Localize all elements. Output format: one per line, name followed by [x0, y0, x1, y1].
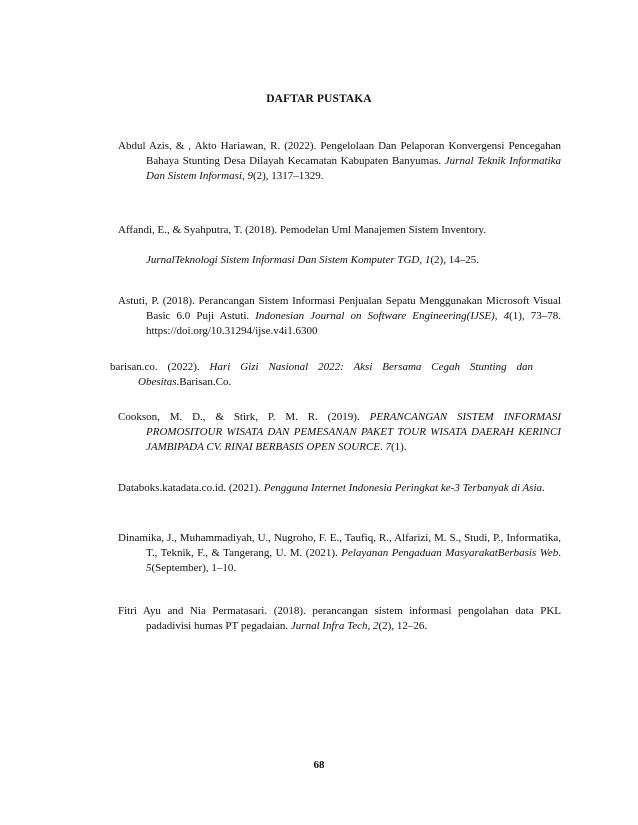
reference-journal: PERANCANGAN SISTEM INFORMASI PROMOSITOUR WISATA DAN PEMESANAN PAKET TOUR WISATA DAERAH KERINCI JAMBIPADA CV. RINAI BERBASIS OPEN SOURCE: [146, 411, 562, 453]
reference-text: Affandi, E., & Syahputra, T. (2018). Pemodelan Uml Manajemen Sistem Inventory.: [118, 224, 487, 236]
reference-volume: 2: [373, 620, 379, 632]
page-number: 68: [313, 759, 325, 771]
reference-journal: JurnalTeknologi Sistem Informasi Dan Sistem Komputer TGD: [146, 254, 420, 266]
reference-text: Fitri Ayu and Nia Permatasari. (2018). perancangan sistem informasi pengolahan data PKL padadivisi humas PT pegadaian.: [118, 605, 561, 632]
reference-abdul-azis: [118, 139, 561, 184]
reference-databoks: [118, 481, 561, 496]
reference-text: barisan.co. (2022).: [110, 361, 210, 373]
reference-separator: .: [380, 441, 386, 453]
reference-dinamika: [118, 531, 561, 576]
reference-journal: Jurnal Teknik Informatika Dan Sistem Informasi: [146, 155, 562, 182]
reference-volume: 1: [424, 254, 431, 266]
reference-publisher: Barisan.Co.: [179, 376, 232, 388]
reference-journal: Indonesian Journal on Software Engineering(IJSE): [255, 310, 495, 322]
reference-separator: ,: [367, 620, 374, 632]
reference-text: Cookson, M. D., & Stirk, P. M. R. (2019).: [118, 411, 370, 423]
reference-journal: Jurnal Infra Tech: [290, 620, 368, 632]
reference-separator: .: [176, 376, 180, 388]
reference-cookson: [118, 410, 561, 455]
reference-pages: (2), 12–26.: [378, 620, 428, 632]
reference-volume: 7: [385, 441, 392, 453]
reference-pages: (2), 14–25.: [430, 254, 479, 266]
reference-affandi: [118, 223, 561, 238]
reference-pages: (1), 73–78. https://doi.org/10.31294/ijse.v4i1.6300: [146, 310, 562, 337]
reference-pages: (September), 1–10.: [151, 562, 237, 574]
reference-text: Astuti, P. (2018). Perancangan Sistem Informasi Penjualan Sepatu Menggunakan Microsoft Visual Basic 6.0 Puji Astuti.: [118, 295, 561, 322]
reference-barisan: [110, 360, 533, 390]
reference-astuti: [118, 294, 561, 339]
reference-fitri-ayu: [118, 604, 561, 634]
reference-separator: ,: [494, 310, 504, 322]
page-title: DAFTAR PUSTAKA: [266, 93, 372, 105]
reference-volume: 4: [503, 310, 510, 322]
reference-pages: (1).: [391, 441, 407, 453]
reference-journal: Hari Gizi Nasional 2022: Aksi Bersama Cegah Stunting dan Obesitas: [138, 361, 533, 388]
reference-text: Dinamika, J., Muhammadiyah, U., Nugroho, F. E., Taufiq, R., Alfarizi, M. S., Studi, P., Informatika, T., Teknik, F., & Tangerang, U. M. (2021).: [118, 532, 561, 559]
reference-volume: 9: [247, 170, 253, 182]
reference-separator: .: [542, 482, 545, 494]
reference-journal: Pelayanan Pengaduan MasyarakatBerbasis Web: [341, 547, 559, 559]
reference-text: Abdul Azis, & , Akto Hariawan, R. (2022). Pengelolaan Dan Pelaporan Konvergensi Pencegahan Bahaya Stunting Desa Dilayah Kecamatan Kabupaten Banyumas.: [118, 140, 561, 167]
reference-pages: (2), 1317–1329.: [252, 170, 324, 182]
reference-separator: ,: [419, 254, 425, 266]
reference-journal: Pengguna Internet Indonesia Peringkat ke-3 Terbanyak di Asia: [263, 482, 543, 494]
reference-text: Databoks.katadata.co.id. (2021).: [118, 482, 264, 494]
reference-separator: .: [558, 547, 561, 559]
reference-volume: 5: [146, 562, 152, 574]
reference-separator: ,: [241, 170, 248, 182]
reference-affandi-journal-line: [146, 253, 566, 268]
